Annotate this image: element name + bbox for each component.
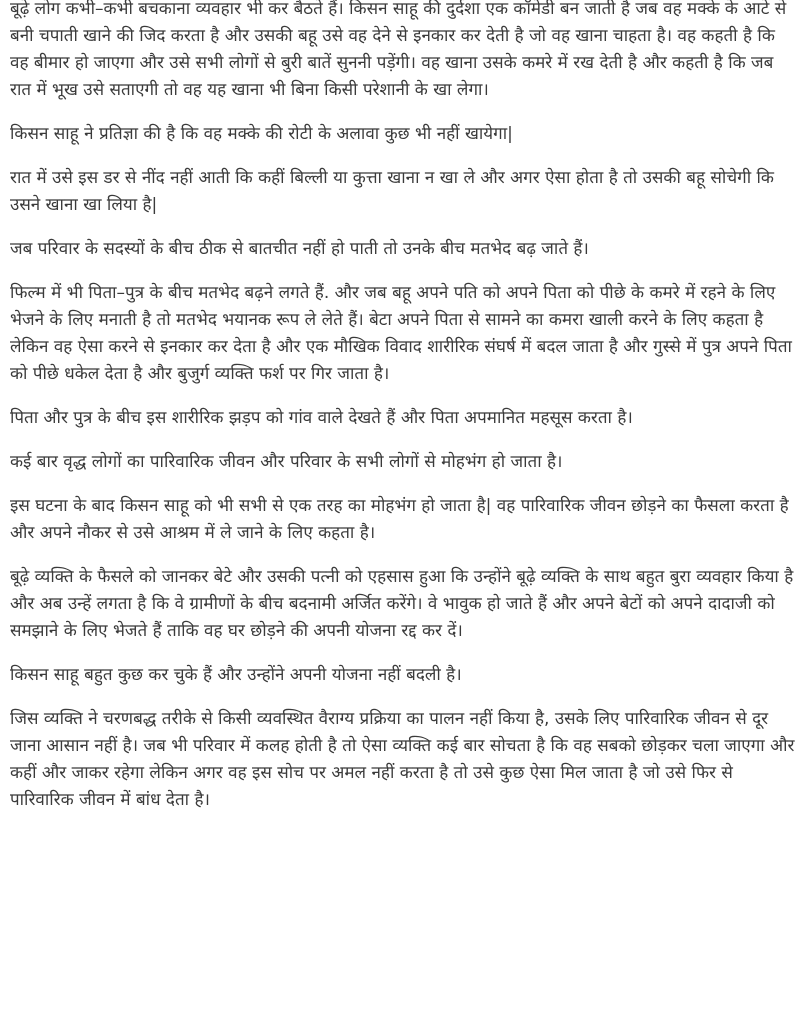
paragraph-9: बूढ़े व्यक्ति के फैसले को जानकर बेटे और उसकी पत्नी को एहसास हुआ कि उन्होंने बूढ़े व्यक्ति के साथ बहुत बुरा व्यवहार किया है और अब उन्हें लगता है कि वे ग्रामीणों के बीच बदनामी अर्जित करेंगे। वे भावुक हो जाते हैं और अपने बेटों को अपने दादाजी को समझाने के लिए भेजते हैं ताकि वह घर छोड़ने की अपनी योजना रद्द कर दें। bbox=[10, 567, 794, 641]
paragraph-7: कई बार वृद्ध लोगों का पारिवारिक जीवन और परिवार के सभी लोगों से मोहभंग हो जाता है। bbox=[10, 452, 563, 472]
paragraph-1: बूढ़े लोग कभी–कभी बचकाना व्यवहार भी कर बैठते हैं। किसन साहू की दुर्दशा एक कॉमेडी बन जाती है जब वह मक्के के आटे से बनी चपाती खाने की जिद करता है और उसकी बहू उसे वह देने से इनकार कर देती है जो वह खाना चाहता है। वह कहती है कि वह बीमार हो जाएगा और उसे सभी लोगों से बुरी बातें सुननी पड़ेंगी। वह खाना उसके कमरे में रख देती है और कहती है कि जब रात में भूख उसे सताएगी तो वह यह खाना भी बिना किसी परेशानी के खा लेगा। bbox=[10, 0, 787, 100]
paragraph-5: फिल्म में भी पिता–पुत्र के बीच मतभेद बढ़ने लगते हैं. और जब बहू अपने पति को अपने पिता को पीछे के कमरे में रहने के लिए भेजने के लिए मनाती है तो मतभेद भयानक रूप ले लेते हैं। बेटा अपने पिता से सामने का कमरा खाली करने के लिए कहता है लेकिन वह ऐसा करने से इनकार कर देता है और एक मौखिक विवाद शारीरिक संघर्ष में बदल जाता है और गुस्से में पुत्र अपने पिता को पीछे धकेल देता है और बुजुर्ग व्यक्ति फर्श पर गिर जाता है। bbox=[10, 283, 792, 384]
paragraph-2: किसन साहू ने प्रतिज्ञा की है कि वह मक्के की रोटी के अलावा कुछ भी नहीं खायेगा| bbox=[10, 124, 513, 144]
paragraph-4: जब परिवार के सदस्यों के बीच ठीक से बातचीत नहीं हो पाती तो उनके बीच मतभेद बढ़ जाते हैं। bbox=[10, 239, 589, 259]
paragraph-11: जिस व्यक्ति ने चरणबद्ध तरीके से किसी व्यवस्थित वैराग्य प्रक्रिया का पालन नहीं किया है, उसके लिए पारिवारिक जीवन से दूर जाना आसान नहीं है। जब भी परिवार में कलह होती है तो ऐसा व्यक्ति कई बार सोचता है कि वह सबको छोड़कर चला जाएगा और कहीं और जाकर रहेगा लेकिन अगर वह इस सोच पर अमल नहीं करता है तो उसे कुछ ऐसा मिल जाता है जो उसे फिर से पारिवारिक जीवन में बांध देता है। bbox=[10, 709, 795, 810]
paragraph-10: किसन साहू बहुत कुछ कर चुके हैं और उन्होंने अपनी योजना नहीं बदली है। bbox=[10, 665, 462, 685]
paragraph-6: पिता और पुत्र के बीच इस शारीरिक झड़प को गांव वाले देखते हैं और पिता अपमानित महसूस करता है। bbox=[10, 408, 633, 428]
paragraph-8: इस घटना के बाद किसन साहू को भी सभी से एक तरह का मोहभंग हो जाता है| वह पारिवारिक जीवन छोड़ने का फैसला करता है और अपने नौकर से उसे आश्रम में ले जाने के लिए कहता है। bbox=[10, 496, 789, 543]
paragraph-3: रात में उसे इस डर से नींद नहीं आती कि कहीं बिल्ली या कुत्ता खाना न खा ले और अगर ऐसा होता है तो उसकी बहू सोचेगी कि उसने खाना खा लिया है| bbox=[10, 168, 774, 215]
